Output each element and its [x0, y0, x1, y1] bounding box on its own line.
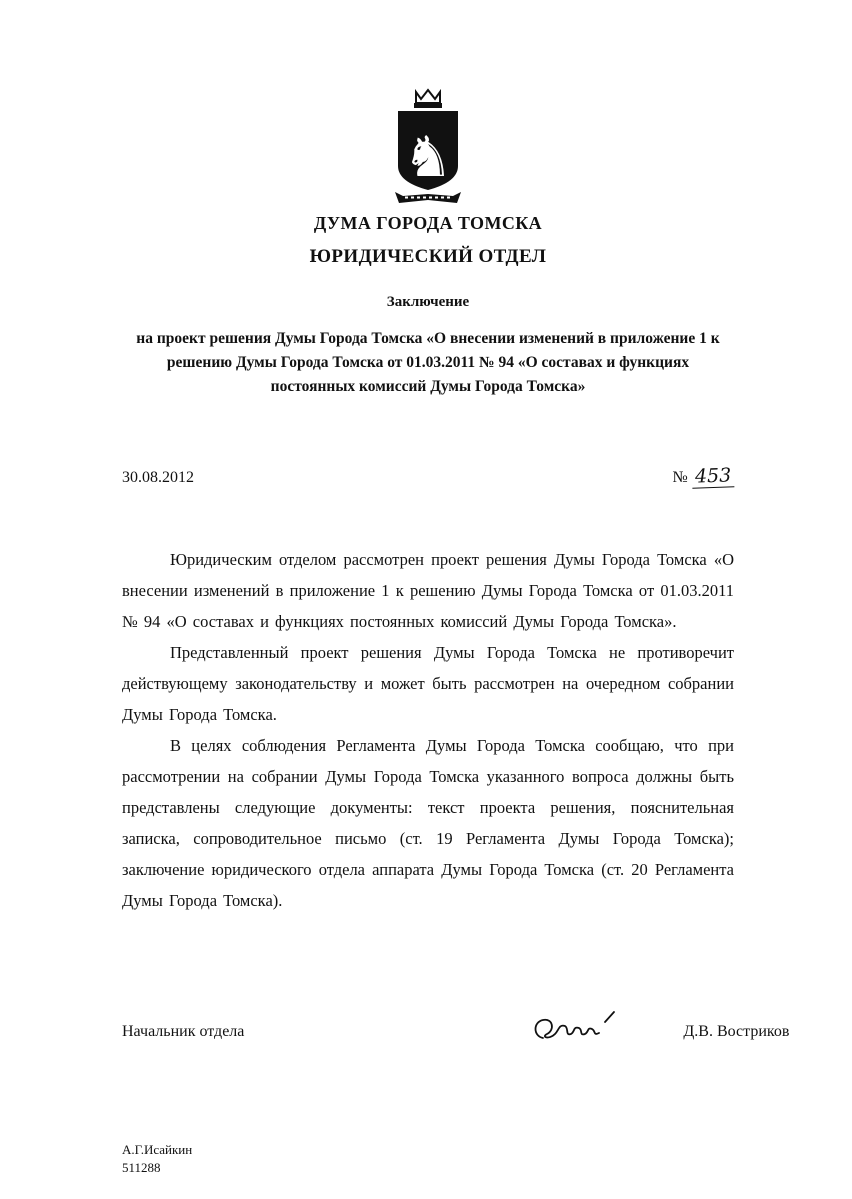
signature-scribble-icon — [529, 1008, 621, 1055]
signature-graphic — [529, 1008, 621, 1050]
crown-band — [414, 103, 442, 108]
org-name: ДУМА ГОРОДА ТОМСКА — [313, 213, 543, 233]
meta-row — [122, 465, 734, 488]
crown-icon — [416, 90, 440, 103]
paragraph: В целях соблюдения Регламента Думы Города Томска сообщаю, что при рассмотрении на собрании Думы Города Томска указанного вопроса должны быть представлены следующие документы: текст проекта решения, пояснительная записка, сопроводительное письмо (ст. 19 Регламента Думы Города Томска); заключение юридического отдела аппарата Думы Города Томска (ст. 20 Регламента Думы Города Томска). — [122, 736, 734, 911]
document-date: 30.08.2012 — [122, 469, 194, 487]
department-name: ЮРИДИЧЕСКИЙ ОТДЕЛ — [309, 246, 547, 267]
ribbon-banner — [395, 192, 461, 203]
number-value-handwritten: 453 — [691, 464, 734, 488]
signer-name: Д.В. Востриков — [683, 1022, 790, 1040]
coat-of-arms-graphic — [389, 86, 467, 206]
paragraph: Юридическим отделом рассмотрен проект решения Думы Города Томска «О внесении изменений в приложение 1 к решению Думы Города Томска от 01.03.2011 № 94 «О составах и функциях постоянных комиссий Думы Города Томска». — [122, 550, 734, 632]
document-body — [122, 544, 734, 916]
signature-flourish — [605, 1012, 614, 1022]
document-footer — [122, 1141, 734, 1176]
horse-icon: ♞ — [402, 125, 454, 190]
tomsk-coat-of-arms-icon — [122, 86, 734, 211]
executor-phone: 511288 — [122, 1159, 161, 1175]
signature-row — [122, 1008, 790, 1055]
document-type-title: Заключение — [386, 294, 470, 310]
document-number — [672, 465, 734, 488]
signature-stroke — [536, 1020, 600, 1038]
number-label: № — [672, 469, 688, 487]
paragraph: Представленный проект решения Думы Города Томска не противоречит действующему законодательству и может быть рассмотрен на очередном собрании Думы Города Томска. — [122, 643, 734, 725]
executor-name: А.Г.Исайкин — [122, 1142, 193, 1158]
document-subject: на проект решения Думы Города Томска «О внесении изменений в приложение 1 к решению Думы Города Томска от 01.03.2011 № 94 «О составах и функциях постоянных комиссий Думы Города Томска» — [136, 330, 720, 396]
signer-position: Начальник отдела — [122, 1022, 245, 1040]
